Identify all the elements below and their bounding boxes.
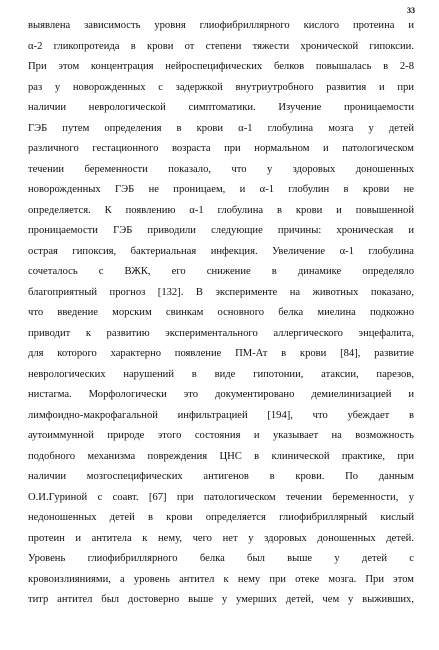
text-line: что введение морским свинкам основного белка миелина подкожно [28, 307, 414, 318]
text-line: лимфоидно-макрофагальной инфильтрацией [194], что убеждает в [28, 409, 414, 421]
text-line: различного гестационного возраста при нормальном и патологическом [28, 143, 414, 154]
text-line: благоприятный прогноз [132]. В эксперименте на животных показано, [28, 286, 414, 298]
text-line: О.И.Гуриной с соавт. [67] при патологическом течении беременности, у [28, 491, 414, 503]
text-line: наличии мозгоспецифических антигенов в крови. По данным [28, 471, 414, 482]
text-line: проницаемости ГЭБ приводили следующие причины: хроническая и [28, 225, 414, 236]
text-line: аутоиммунной природе этого состояния и указывает на возможность [28, 430, 414, 441]
text-line: титр антител был достоверно выше у умерших детей, чем у выживших, [28, 594, 414, 605]
text-line: протеин и антитела к нему, чего нет у здоровых доношенных детей. [28, 532, 414, 544]
text-line: раз у новорожденных с задержкой внутриутробного развития и при [28, 81, 414, 93]
text-line: приводит к развитию экспериментального аллергического энцефалита, [28, 327, 414, 339]
text-line: При этом концентрация нейроспецифических белков повышалась в 2-8 [28, 61, 414, 72]
text-line: нистагма. Морфологически это документировано демиелинизацией и [28, 389, 414, 400]
text-line: ГЭБ путем определения в крови α-1 глобулина мозга у детей [28, 122, 414, 134]
text-line: для которого характерно появление ПМ-Ат в крови [84], развитие [28, 348, 414, 359]
text-line: недоношенных детей в крови определяется глиофибриллярный кислый [28, 512, 414, 523]
text-line: неврологических нарушений в виде гипотонии, атаксии, парезов, [28, 368, 414, 380]
text-line: острая гипоксия, бактериальная инфекция. Увеличение α-1 глобулина [28, 245, 414, 257]
text-line: выявлена зависимость уровня глиофибриллярного кислого протеина и [28, 20, 414, 31]
text-line: новорожденных ГЭБ не проницаем, и α-1 глобулин в крови не [28, 184, 414, 195]
text-line: сочеталось с ВЖК, его снижение в динамике определяло [28, 266, 414, 277]
text-line: течении беременности показало, что у здоровых доношенных [28, 163, 414, 175]
text-line: кровоизлияниями, а уровень антител к нему при отеке мозга. При этом [28, 573, 414, 585]
text-line: α-2 гликопротеида в крови от степени тяжести хронической гипоксии. [28, 40, 414, 52]
page-number: 33 [407, 6, 415, 15]
text-line: наличии неврологической симптоматики. Изучение проницаемости [28, 102, 414, 113]
text-line: подобного механизма повреждения ЦНС в клинической практике, при [28, 450, 414, 462]
text-line: определяется. К появлению α-1 глобулина в крови и повышенной [28, 204, 414, 216]
text-line: Уровень глиофибриллярного белка был выше у детей с [28, 553, 414, 564]
text-body [28, 16, 414, 611]
